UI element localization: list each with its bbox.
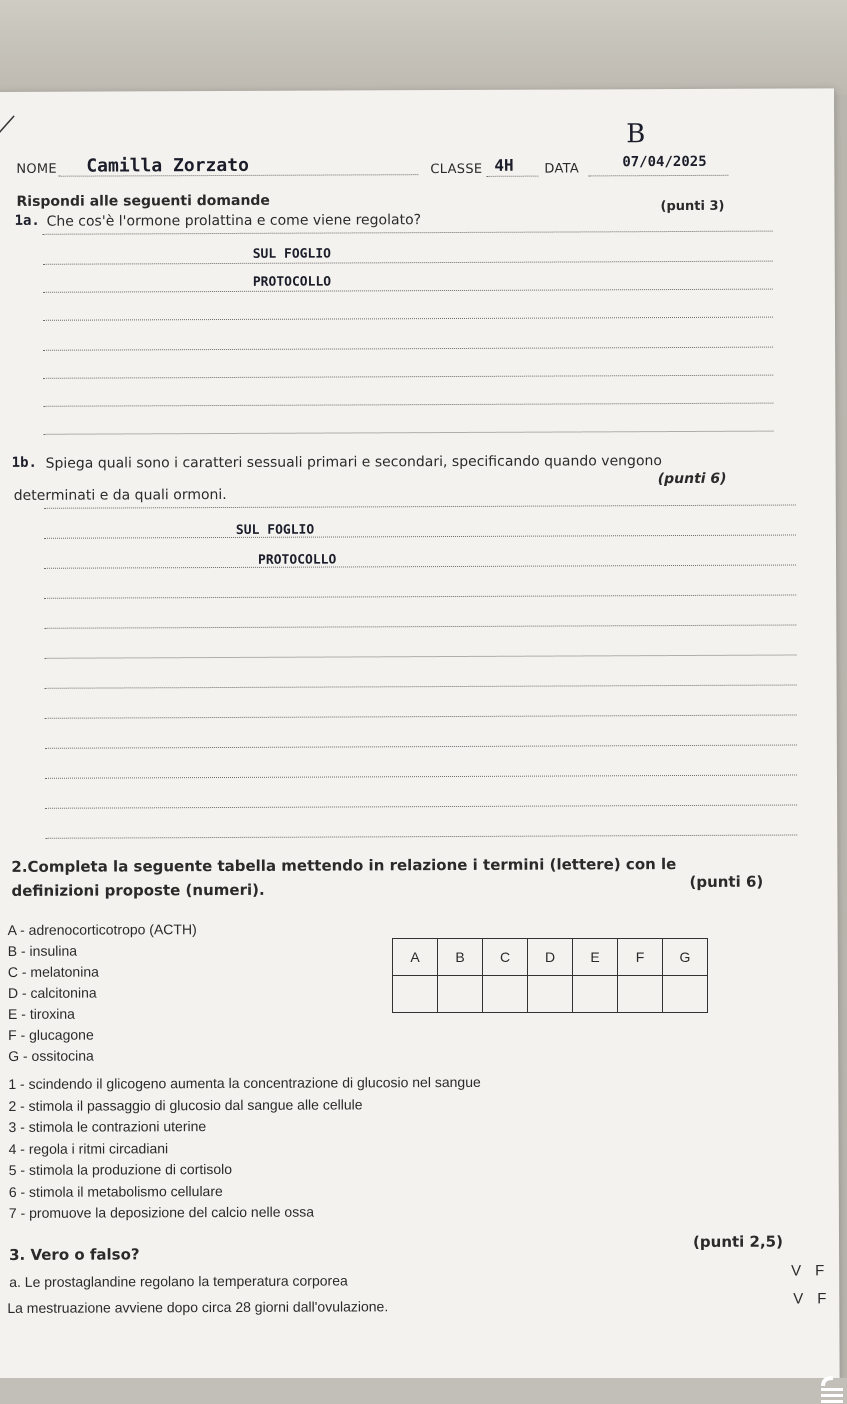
q1a-text: Che cos'è l'ormone prolattina e come viene regolato? bbox=[46, 212, 422, 230]
classe-label: CLASSE bbox=[430, 161, 483, 178]
section3-title: 3. Vero o falso? bbox=[9, 1245, 140, 1264]
section2-title-line2: definizioni proposte (numeri). bbox=[11, 880, 265, 900]
worksheet-page bbox=[0, 88, 840, 1382]
q1b-text-line1: Spiega quali sono i caratteri sessuali primari e secondari, specificando quando vengono bbox=[45, 453, 662, 472]
answer-line bbox=[44, 625, 796, 629]
answer-table bbox=[392, 938, 708, 1013]
answer-line bbox=[43, 431, 773, 435]
definitions-list bbox=[8, 1072, 481, 1225]
data-value: 07/04/2025 bbox=[622, 153, 707, 171]
term-item: D - calcitonina bbox=[7, 984, 97, 1001]
table-header-cell: E bbox=[573, 939, 618, 976]
menu-lines-icon bbox=[815, 1370, 845, 1404]
q1a-answer-2: PROTOCOLLO bbox=[252, 274, 332, 290]
table-header-cell: B bbox=[438, 939, 483, 976]
definition-item: 5 - stimola la produzione di cortisolo bbox=[8, 1160, 233, 1178]
answer-line bbox=[45, 835, 797, 839]
q1b-text-line2: determinati e da quali ormoni. bbox=[13, 486, 227, 504]
definition-item: 3 - stimola le contrazioni uterine bbox=[8, 1118, 207, 1135]
statement-b-true[interactable]: V bbox=[793, 1290, 804, 1308]
q1b-points: (punti 6) bbox=[657, 470, 727, 488]
data-line bbox=[588, 175, 728, 177]
answer-line bbox=[45, 775, 797, 779]
q1b-answer-1: SUL FOGLIO bbox=[235, 522, 315, 538]
q1a-points: (punti 3) bbox=[660, 198, 725, 215]
table-answer-cell[interactable] bbox=[663, 976, 708, 1013]
table-header-cell: C bbox=[483, 939, 528, 976]
definition-item: 2 - stimola il passaggio di glucosio dal sangue alle cellule bbox=[8, 1095, 363, 1114]
answer-line bbox=[43, 289, 773, 293]
q1a-answer-1: SUL FOGLIO bbox=[252, 246, 332, 262]
answer-line bbox=[44, 505, 796, 509]
term-item: C - melatonina bbox=[7, 963, 99, 980]
answer-line bbox=[44, 535, 796, 539]
table-answer-row bbox=[393, 976, 708, 1013]
nome-label: NOME bbox=[16, 161, 57, 177]
answer-line bbox=[44, 595, 796, 599]
table-answer-cell[interactable] bbox=[573, 976, 618, 1013]
pen-mark-icon bbox=[0, 110, 24, 140]
classe-line bbox=[486, 176, 538, 177]
table-answer-cell[interactable] bbox=[393, 976, 438, 1013]
answer-line bbox=[45, 715, 797, 719]
table-answer-cell[interactable] bbox=[528, 976, 573, 1013]
term-item: B - insulina bbox=[7, 942, 78, 959]
table-header-cell: G bbox=[663, 939, 708, 976]
answer-line bbox=[43, 375, 773, 379]
q1a-number: 1a. bbox=[14, 212, 40, 229]
answer-line bbox=[45, 805, 797, 809]
term-item: F - glucagone bbox=[8, 1026, 94, 1043]
answer-line bbox=[43, 261, 773, 265]
terms-list bbox=[8, 919, 198, 1067]
statement-b-false[interactable]: F bbox=[817, 1290, 827, 1308]
table-answer-cell[interactable] bbox=[438, 976, 483, 1013]
classe-value: 4H bbox=[494, 155, 514, 175]
table-header-cell: A bbox=[393, 939, 438, 976]
table-header-cell: D bbox=[528, 939, 573, 976]
statement-a-true[interactable]: V bbox=[791, 1262, 802, 1280]
statement-b-text: La mestruazione avviene dopo circa 28 giorni dall'ovulazione. bbox=[7, 1298, 389, 1316]
section3-points: (punti 2,5) bbox=[692, 1232, 783, 1251]
grade-mark: B bbox=[626, 119, 646, 150]
answer-line bbox=[45, 745, 797, 749]
definition-item: 7 - promuove la deposizione del calcio nelle ossa bbox=[8, 1203, 315, 1221]
background-surface bbox=[0, 0, 847, 95]
answer-line bbox=[43, 317, 773, 321]
definition-item: 4 - regola i ritmi circadiani bbox=[8, 1139, 169, 1157]
answer-line bbox=[43, 347, 773, 351]
term-item: A - adrenocorticotropo (ACTH) bbox=[7, 921, 197, 938]
answer-line bbox=[43, 403, 773, 407]
section1-title: Rispondi alle seguenti domande bbox=[16, 192, 270, 210]
term-item: G - ossitocina bbox=[8, 1047, 94, 1064]
section2-points: (punti 6) bbox=[689, 872, 764, 891]
table-answer-cell[interactable] bbox=[483, 976, 528, 1013]
q1b-number: 1b. bbox=[11, 454, 37, 471]
statement-a-false[interactable]: F bbox=[815, 1262, 825, 1280]
definition-item: 1 - scindendo il glicogeno aumenta la concentrazione di glucosio nel sangue bbox=[8, 1073, 481, 1092]
table-header-cell: F bbox=[618, 939, 663, 976]
table-answer-cell[interactable] bbox=[618, 976, 663, 1013]
nome-value: Camilla Zorzato bbox=[86, 154, 249, 177]
statement-a-text: a. Le prostaglandine regolano la temperatura corporea bbox=[9, 1272, 348, 1290]
q1b-answer-2: PROTOCOLLO bbox=[258, 552, 337, 568]
data-label: DATA bbox=[544, 161, 580, 177]
background-surface-bottom bbox=[0, 1378, 847, 1404]
section2-title-line1: 2.Completa la seguente tabella mettendo in relazione i termini (lettere) con le bbox=[11, 855, 677, 876]
answer-line bbox=[43, 231, 773, 235]
term-item: E - tiroxina bbox=[7, 1005, 75, 1022]
answer-line bbox=[45, 685, 797, 689]
table-header-row bbox=[393, 939, 708, 976]
answer-line bbox=[44, 655, 796, 659]
answer-line bbox=[44, 565, 796, 569]
definition-item: 6 - stimola il metabolismo cellulare bbox=[8, 1182, 223, 1200]
